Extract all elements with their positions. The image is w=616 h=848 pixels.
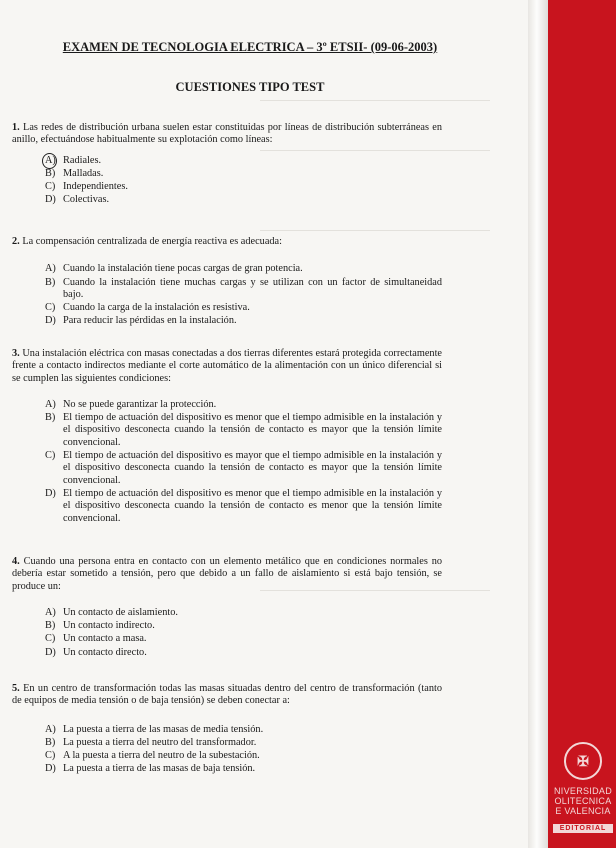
question-text: Cuando una persona entra en contacto con un elemento metálico que en condiciones normales no debería estar sometido a tensión, pero que debido a un fallo de aislamiento si está bajo tensión, se produce un: bbox=[12, 556, 443, 592]
publisher-logo: ✠ NIVERSIDAD OLITECNICA E VALENCIA EDITORIAL bbox=[553, 742, 613, 833]
exam-title: EXAMEN DE TECNOLOGIA ELECTRICA – 3º ETSII- (09-06-2003) bbox=[62, 40, 438, 54]
option-c[interactable]: C) A la puesta a tierra del neutro de la subestación. bbox=[45, 750, 260, 762]
option-d[interactable]: D) Un contacto directo. bbox=[45, 646, 147, 658]
question-number: 2. bbox=[12, 236, 20, 247]
option-b[interactable]: B) Un contacto indirecto. bbox=[45, 620, 155, 632]
question-4 bbox=[12, 556, 442, 660]
question-number: 5. bbox=[12, 683, 20, 694]
bleed-through-line bbox=[260, 100, 490, 101]
question-1 bbox=[12, 122, 442, 208]
option-d[interactable]: D) Para reducir las pérdidas en la instalación. bbox=[45, 315, 237, 327]
question-text: Las redes de distribución urbana suelen estar constituidas por líneas de distribución subterráneas en anillo, efectuándose habitualmente su explotación como líneas: bbox=[12, 122, 443, 146]
question-text: En un centro de transformación todas las masas situadas dentro del centro de transformación (tanto de equipos de media tensión o de baja tensión) se deben conectar a: bbox=[12, 683, 442, 707]
question-5 bbox=[12, 683, 442, 777]
option-a[interactable]: A) Un contacto de aislamiento. bbox=[45, 606, 178, 618]
option-b[interactable]: B) Malladas. bbox=[45, 167, 104, 179]
book-cover bbox=[548, 0, 616, 848]
question-number: 1. bbox=[12, 122, 20, 133]
option-c[interactable]: C) Independientes. bbox=[45, 181, 128, 193]
option-d[interactable]: D) El tiempo de actuación del dispositivo es menor que el tiempo admisible en la instalación y el dispositivo desconecta cuando la tensión de contacto es menor que la tensión límite convencional. bbox=[45, 487, 442, 524]
option-c[interactable]: C) El tiempo de actuación del dispositivo es mayor que el tiempo admisible en la instalación y el dispositivo desconecta cuando la tensión de contacto es mayor que la tensión límite convencional. bbox=[45, 450, 442, 486]
question-number: 3. bbox=[12, 348, 20, 359]
option-a[interactable]: A) No se puede garantizar la protección. bbox=[45, 398, 217, 410]
bleed-through-line bbox=[260, 230, 490, 231]
section-title: CUESTIONES TIPO TEST bbox=[175, 80, 325, 94]
answer-circle-icon: A) bbox=[45, 155, 63, 167]
question-number: 4. bbox=[12, 556, 20, 567]
question-2 bbox=[12, 236, 442, 329]
option-b[interactable]: B) La puesta a tierra del neutro del transformador. bbox=[45, 736, 257, 748]
question-text: Una instalación eléctrica con masas conectadas a dos tierras diferentes estará protegida correctamente frente a contacto indirectos mediante el corte automático de la alimentación con un único diferencial si se cumplen las siguientes condiciones: bbox=[12, 348, 442, 384]
option-c[interactable]: C) Cuando la carga de la instalación es resistiva. bbox=[45, 302, 250, 314]
option-a[interactable]: A) Radiales. bbox=[45, 154, 102, 166]
question-text: La compensación centralizada de energía reactiva es adecuada: bbox=[22, 236, 282, 247]
option-d[interactable]: D) Colectivas. bbox=[45, 194, 110, 206]
option-a[interactable]: A) Cuando la instalación tiene pocas cargas de gran potencia. bbox=[45, 263, 303, 275]
question-3 bbox=[12, 348, 442, 526]
editorial-label: EDITORIAL bbox=[553, 824, 613, 833]
option-c[interactable]: C) Un contacto a masa. bbox=[45, 633, 147, 645]
university-seal-icon: ✠ bbox=[564, 742, 602, 780]
option-b[interactable]: B) El tiempo de actuación del dispositivo es menor que el tiempo admisible en la instalación y el dispositivo desconecta cuando la tensión de contacto es mayor que la tensión límite convencional. bbox=[45, 412, 442, 448]
option-d[interactable]: D) La puesta a tierra de las masas de baja tensión. bbox=[45, 763, 256, 775]
option-b[interactable]: B) Cuando la instalación tiene muchas cargas y se utilizan con un factor de simultaneidad bajo. bbox=[45, 276, 442, 300]
page-spine bbox=[528, 0, 550, 848]
option-a[interactable]: A) La puesta a tierra de las masas de media tensión. bbox=[45, 723, 264, 735]
